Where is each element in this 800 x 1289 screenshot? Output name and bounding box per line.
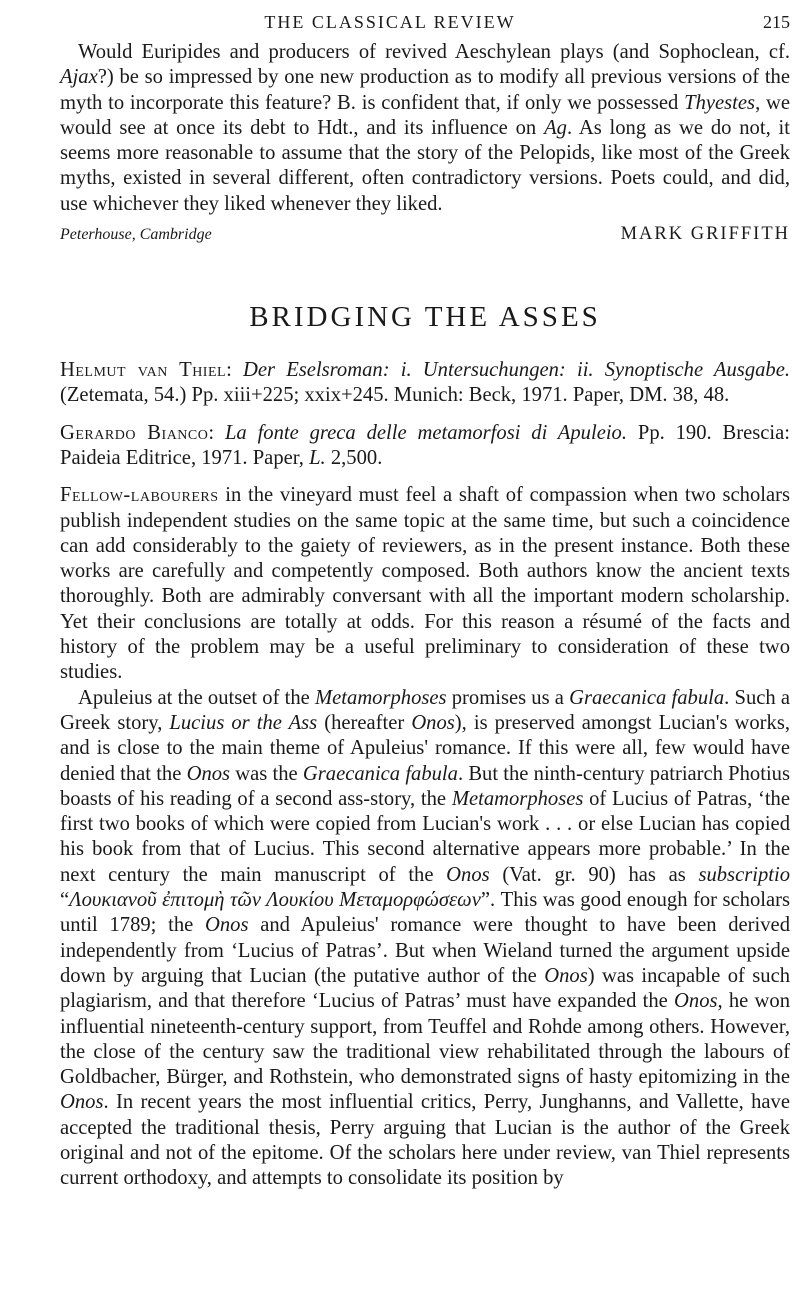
- journal-name: THE CLASSICAL REVIEW: [264, 12, 516, 32]
- book-author: Gerardo Bianco: [60, 421, 209, 444]
- book-price-currency: L.: [309, 446, 326, 469]
- book-details: (Zetemata, 54.) Pp. xiii+225; xxix+245. Munich: Beck, 1971. Paper, DM. 38, 48.: [60, 384, 730, 407]
- book-entry-bianco: Gerardo Bianco: La fonte greca delle metamorfosi di Apuleio. Pp. 190. Brescia: Paideia Editrice, 1971. Paper, L. 2,500.: [60, 421, 791, 469]
- running-head: [60, 0, 790, 40]
- reviewer-affiliation: Peterhouse, Cambridge: [60, 226, 212, 244]
- book-title: Der Eselsroman: i. Untersuchungen: ii. Synoptische Ausgabe.: [243, 359, 791, 382]
- review-paragraph-2: Apuleius at the outset of the Metamorphoses promises us a Graecanica fabula. Such a Greek story, Lucius or the Ass (hereafter Onos), is preserved amongst Lucian's works, and is close to the main theme of Apuleius' romance. If this were all, few would have denied that the Onos was the Graecanica fabula. But the ninth-century patriarch Photius boasts of his reading of a second ass-story, the Metamorphoses of Lucius of Patras, ‘the first two books of which were copied from Lucian's work . . . or else Lucian has copied his book from that of Lucius. This second alternative appears more probable.’ In the next century the main manuscript of the Onos (Vat. gr. 90) has as subscriptio “Λουκιανοῦ ἐπιτομὴ τῶν Λουκίου Μεταμορφώσεων”. This was good enough for scholars until 1789; the Onos and Apuleius' romance were thought to have been derived independently from ‘Lucius of Patras’. But when Wieland turned the argument upside down by arguing that Lucian (the putative author of the Onos) was incapable of such plagiarism, and that therefore ‘Lucius of Patras’ must have expanded the Onos, he won influential nineteenth-century support, from Teuffel and Rohde among others. However, the close of the century saw the traditional view rehabilitated through the labours of Goldbacher, Bürger, and Rothstein, who demonstrated signs of hasty epitomizing in the Onos. In recent years the most influential critics, Perry, Junghanns, and Vallette, have accepted the traditional thesis, Perry arguing that Lucian is the author of the Greek original and not of the epitome. Of the scholars here under review, van Thiel represents current orthodoxy, and attempts to consolidate its position by: [60, 686, 791, 1190]
- previous-review-paragraph: Would Euripides and producers of revived Aeschylean plays (and Sophoclean, cf. Ajax?) be so impressed by one new production as to modify all previous versions of the myth to incorporate this feature? B. is confident that, if only we possessed Thyestes, we would see at once its debt to Hdt., and its influence on Ag. As long as we do not, it seems more reasonable to assume that the story of the Pelopids, like most of the Greek myths, existed in several different, often contradictory versions. Poets could, and did, use whichever they liked whenever they liked.: [60, 41, 791, 215]
- reviewer-name: MARK GRIFFITH: [620, 224, 790, 245]
- page-number: 215: [763, 12, 790, 32]
- book-price-value: 2,500.: [325, 446, 383, 469]
- book-author: Helmut van Thiel: [60, 359, 227, 382]
- book-details: Pp. 190. Brescia: Paideia Editrice, 1971. Paper,: [60, 421, 791, 469]
- paragraph-lead: Fellow-labourers: [60, 484, 219, 507]
- book-title: La fonte greca delle metamorfosi di Apuleio.: [224, 421, 628, 444]
- book-entry-van-thiel: Helmut van Thiel: Der Eselsroman: i. Untersuchungen: ii. Synoptische Ausgabe. (Zetemata, 54.) Pp. xiii+225; xxix+245. Munich: Beck, 1971. Paper, DM. 38, 48.: [60, 359, 791, 407]
- review-paragraph-1: Fellow-labourers in the vineyard must feel a shaft of compassion when two scholars publish independent studies on the same topic at the same time, but such a coincidence can add considerably to the gaiety of reviewers, as in the present instance. Both these works are carefully and competently composed. Both authors know the ancient texts thoroughly. Both are admirably conversant with all the important modern scholarship. Yet their conclusions are totally at odds. For this reason a résumé of the facts and history of the problem may be a useful preliminary to consideration of these two studies.: [60, 484, 790, 684]
- signature-row: [60, 224, 790, 245]
- review-title: BRIDGING THE ASSES: [249, 301, 601, 334]
